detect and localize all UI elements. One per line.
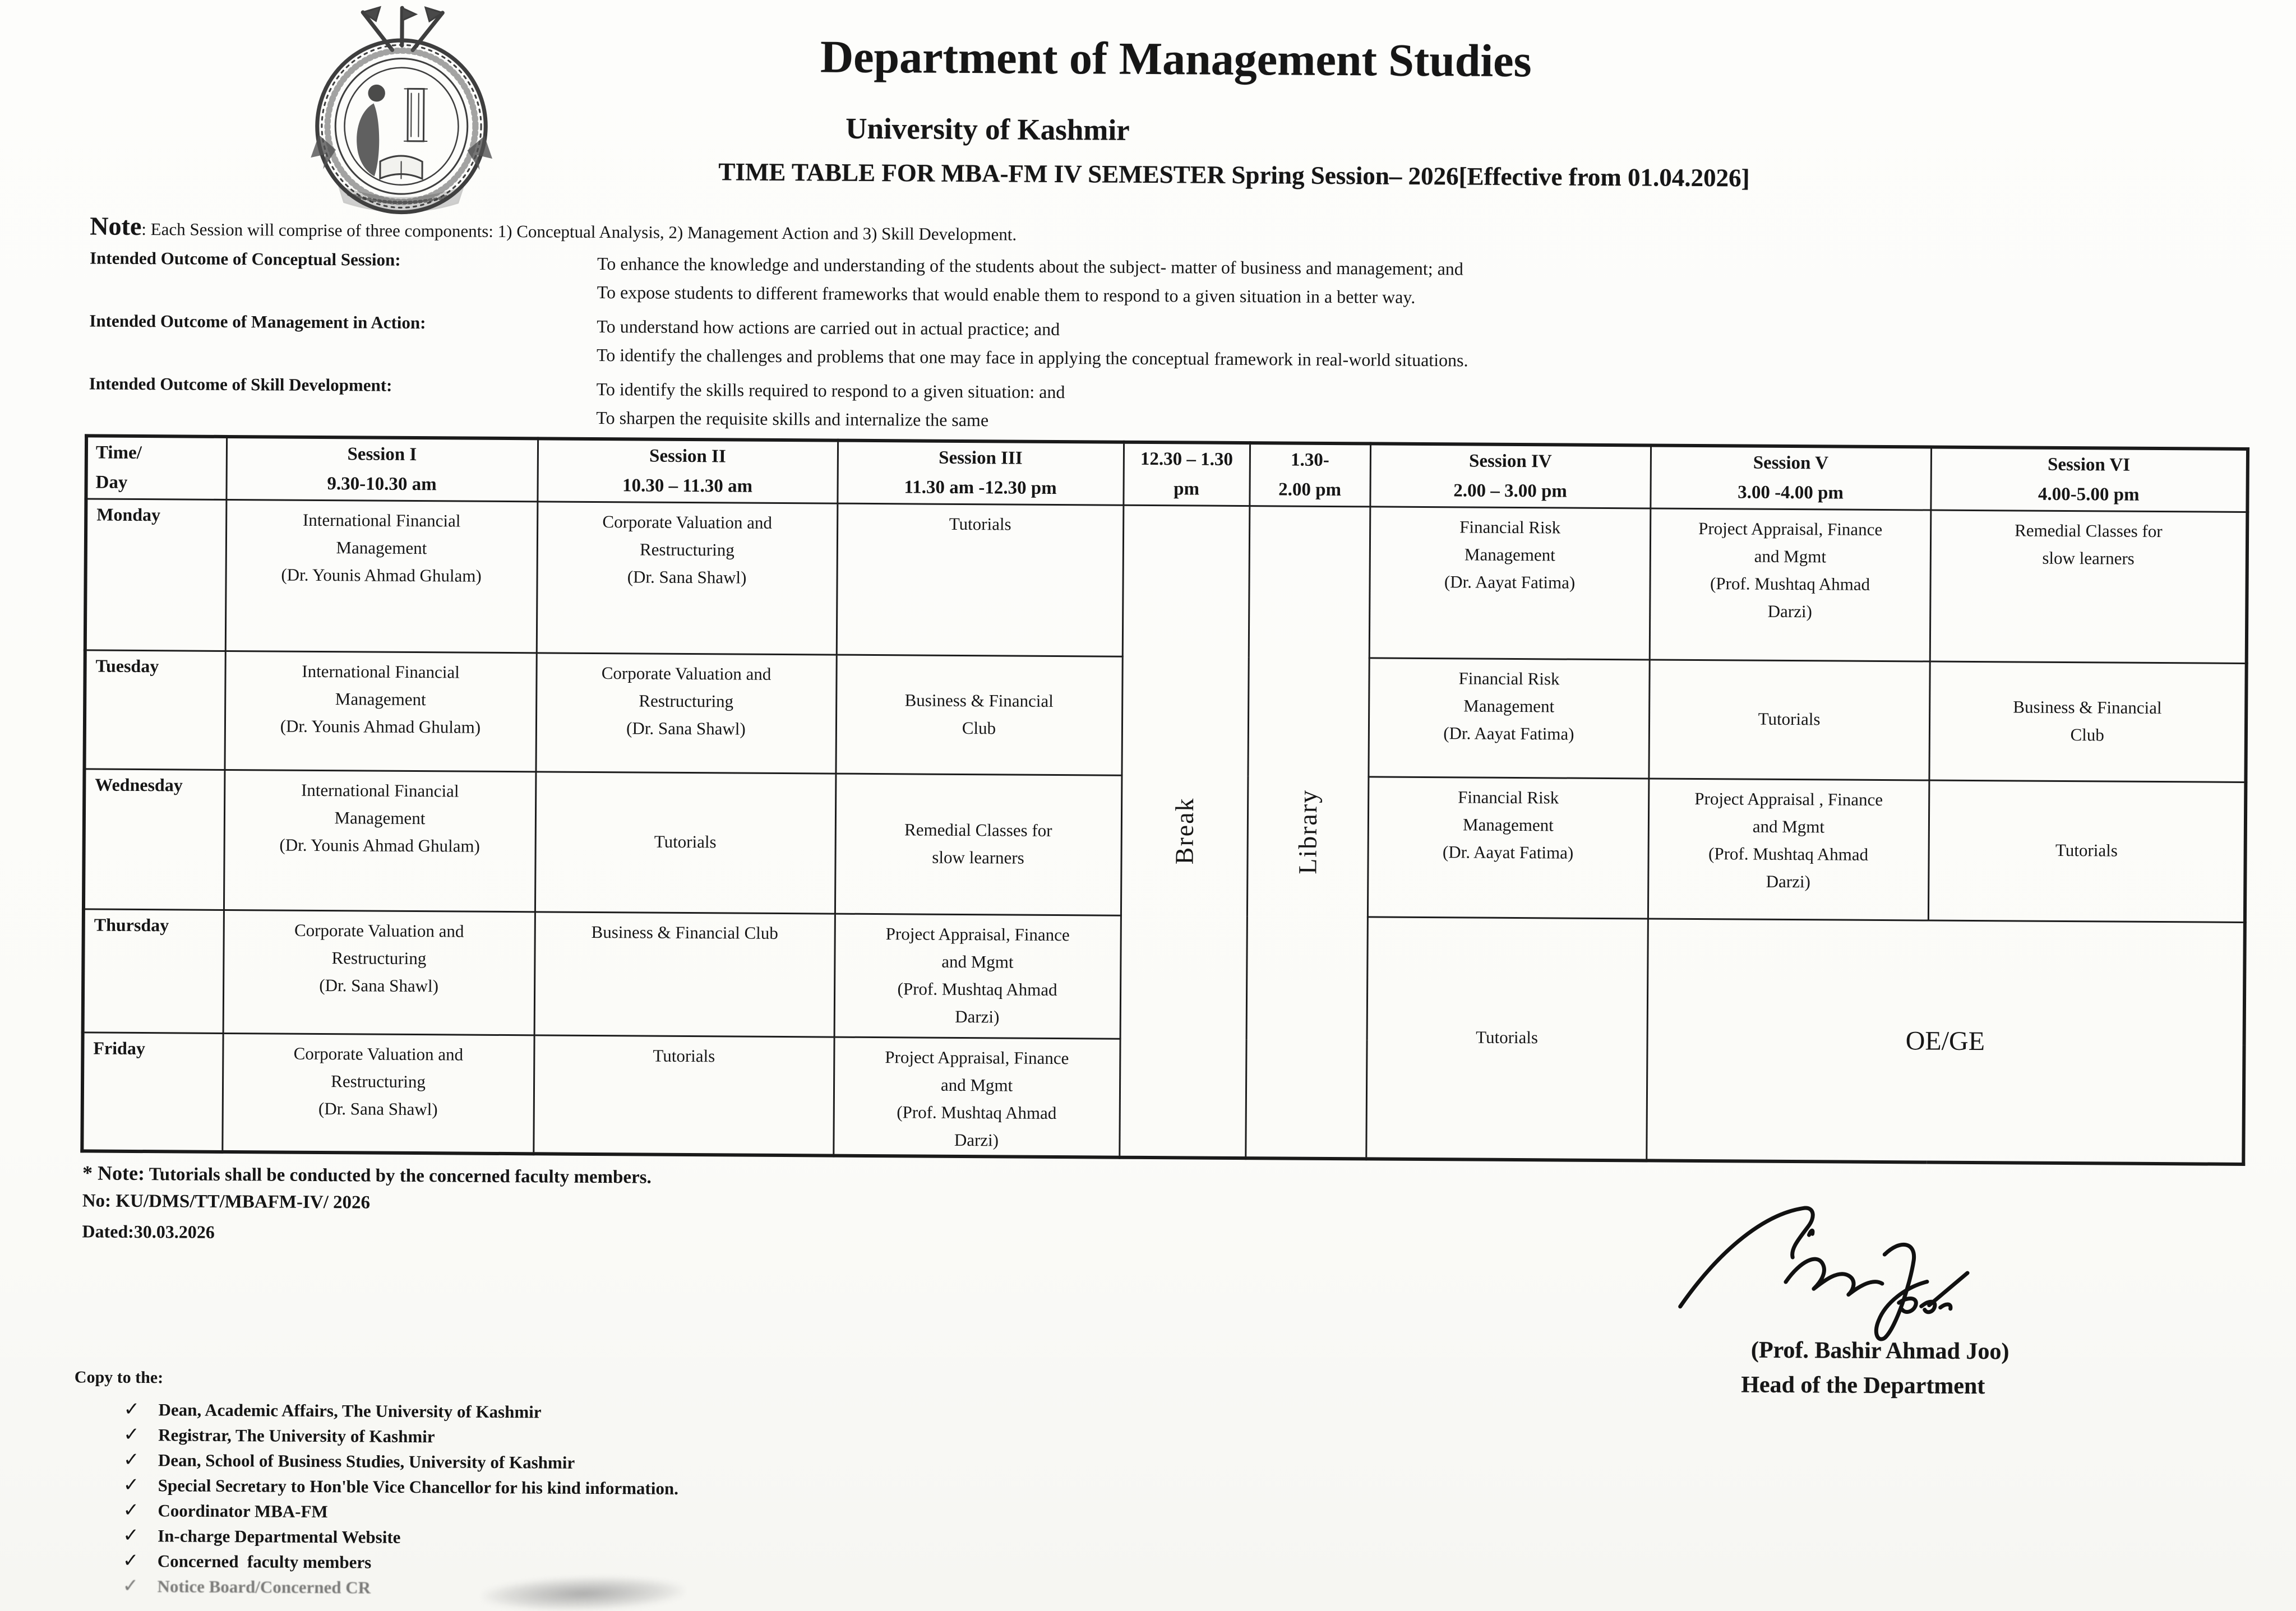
cell-tuesday-session3: Business & Financial Club [835,655,1122,775]
dated-line: Dated:30.03.2026 [82,1221,215,1242]
checkmark-icon: ✓ [123,1424,140,1446]
checkmark-icon: ✓ [123,1449,140,1471]
outcome-line: To expose students to different frameworks that would enable them to respond to a given situation in a better way. [597,281,1416,307]
col-header-session3: Session III 11.30 am -12.30 pm [837,441,1124,505]
outcome-label: Intended Outcome of Management in Action: [89,311,426,333]
timetable [80,434,2249,1166]
intended-outcomes [89,246,2209,442]
cell-thursday-session3: Project Appraisal, Finance and Mgmt (Prof. Mushtaq Ahmad Darzi) [834,914,1121,1039]
outcome-line: To sharpen the requisite skills and internalize the same [596,407,989,430]
scan-smudge-artifact [482,1575,685,1611]
cell-monday-session5: Project Appraisal, Finance and Mgmt (Prof. Mushtaq Ahmad Darzi) [1650,508,1931,661]
tutorials-footnote [82,1161,652,1188]
copy-to-item: ✓ Special Secretary to Hon'ble Vice Chancellor for his kind information. [123,1474,679,1498]
day-thursday: Thursday [83,909,224,1034]
outcome-label: Intended Outcome of Skill Development: [89,373,392,395]
break-cell [1119,505,1249,1158]
signatory-name: (Prof. Bashir Ahmad Joo) [1750,1337,2009,1365]
cell-friday-session3: Project Appraisal, Finance and Mgmt (Prof. Mushtaq Ahmad Darzi) [833,1037,1120,1158]
cell-wednesday-session5: Project Appraisal , Finance and Mgmt (Prof. Mushtaq Ahmad Darzi) [1648,779,1929,920]
day-tuesday: Tuesday [84,650,225,770]
copy-to-item: ✓ Registrar, The University of Kashmir [123,1424,435,1447]
day-wednesday: Wednesday [84,769,225,910]
note-block [89,211,2209,447]
note-intro-line [90,211,2209,253]
footnote-label: * Note: [82,1161,145,1185]
break-label: Break [1170,797,1199,865]
cell-friday-session2: Tutorials [533,1035,834,1155]
outcome-management-in-action [89,309,2209,379]
outcome-line: To enhance the knowledge and understanding of the students about the subject- matter of business and management; and [597,253,1463,279]
cell-friday-session1: Corporate Valuation and Restructuring (Dr. Sana Shawl) [222,1033,534,1154]
footnote-text: Tutorials shall be conducted by the concerned faculty members. [144,1164,652,1188]
checkmark-icon: ✓ [123,1525,139,1547]
day-friday: Friday [82,1032,223,1152]
col-header-session1: Session I 9.30-10.30 am [226,437,538,501]
copy-to-item: ✓ Notice Board/Concerned CR [122,1575,371,1598]
cell-thursday-friday-oe-ge: OE/GE [1646,919,2245,1164]
outcome-label: Intended Outcome of Conceptual Session: [89,248,401,270]
copy-to-item: ✓ Dean, Academic Affairs, The University of Kashmir [123,1399,542,1422]
copy-to-item: ✓ Coordinator MBA-FM [123,1499,328,1522]
col-header-session5: Session V 3.00 -4.00 pm [1650,445,1931,510]
outcome-line: To identify the challenges and problems that one may face in applying the conceptual framework in real-world situations. [596,344,1468,371]
col-header-time-day: Time/ Day [86,436,227,499]
signatory-designation: Head of the Department [1741,1372,1985,1400]
cell-monday-session4: Financial Risk Management (Dr. Aayat Fatima) [1369,507,1651,660]
col-header-session2: Session II 10.30 – 11.30 am [537,438,838,503]
note-intro-text: : Each Session will comprise of three components: 1) Conceptual Analysis, 2) Management Action and 3) Skill Development. [141,219,1017,244]
checkmark-icon: ✓ [122,1575,139,1597]
cell-wednesday-session6: Tutorials [1928,780,2246,922]
handwritten-signature [1670,1192,2052,1351]
cell-monday-session6: Remedial Classes for slow learners [1930,510,2248,663]
university-title: University of Kashmir [846,112,1130,147]
col-header-break-time: 12.30 – 1.30 pm [1123,442,1250,506]
checkmark-icon: ✓ [123,1499,140,1521]
cell-tuesday-session5: Tutorials [1648,660,1929,780]
cell-wednesday-session2: Tutorials [535,771,836,913]
library-cell [1245,506,1370,1159]
col-header-session4: Session IV 2.00 – 3.00 pm [1370,443,1651,508]
department-title: Department of Management Studies [820,31,1532,87]
cell-tuesday-session4: Financial Risk Management (Dr. Aayat Fatima) [1368,658,1649,778]
col-header-session6: Session VI 4.00-5.00 pm [1930,447,2248,512]
cell-wednesday-session1: International Financial Management (Dr. Younis Ahmad Ghulam) [224,770,536,911]
cell-thursday-friday-session4-tutorials: Tutorials [1366,916,1648,1160]
cell-tuesday-session1: International Financial Management (Dr. Younis Ahmad Ghulam) [224,651,536,771]
copy-to-list [122,1398,678,1603]
copy-to-item: ✓ In-charge Departmental Website [123,1525,401,1547]
reference-number: No: KU/DMS/TT/MBAFM-IV/ 2026 [82,1191,371,1213]
day-monday: Monday [85,499,227,651]
cell-monday-session2: Corporate Valuation and Restructuring (Dr. Sana Shawl) [537,501,838,654]
cell-thursday-session2: Business & Financial Club [534,911,835,1036]
col-header-library-time: 1.30- 2.00 pm [1249,443,1370,506]
library-label: Library [1293,789,1323,875]
checkmark-icon: ✓ [123,1474,140,1496]
university-of-kashmir-seal-logo [306,3,498,216]
outcome-line: To identify the skills required to respond to a given situation: and [596,378,1065,402]
cell-monday-session3: Tutorials [837,503,1124,656]
cell-wednesday-session4: Financial Risk Management (Dr. Aayat Fatima) [1368,776,1649,918]
copy-to-heading: Copy to the: [74,1368,164,1387]
copy-to-item: ✓ Dean, School of Business Studies, University of Kashmir [123,1449,575,1473]
copy-to-item: ✓ Concerned faculty members [122,1550,372,1572]
outcome-skill-development [89,372,2209,442]
outcome-conceptual-session [90,246,2210,316]
checkmark-icon: ✓ [122,1550,139,1572]
checkmark-icon: ✓ [123,1399,140,1420]
cell-wednesday-session3: Remedial Classes for slow learners [835,774,1122,915]
outcome-line: To understand how actions are carried out in actual practice; and [597,316,1060,340]
note-label: Note [90,211,142,241]
timetable-title: TIME TABLE FOR MBA-FM IV SEMESTER Spring Session– 2026[Effective from 01.04.2026] [718,158,1750,192]
cell-monday-session1: International Financial Management (Dr. Younis Ahmad Ghulam) [225,499,538,652]
cell-tuesday-session6: Business & Financial Club [1929,661,2246,782]
cell-thursday-session1: Corporate Valuation and Restructuring (Dr. Sana Shawl) [223,910,535,1035]
cell-tuesday-session2: Corporate Valuation and Restructuring (Dr. Sana Shawl) [535,652,836,773]
